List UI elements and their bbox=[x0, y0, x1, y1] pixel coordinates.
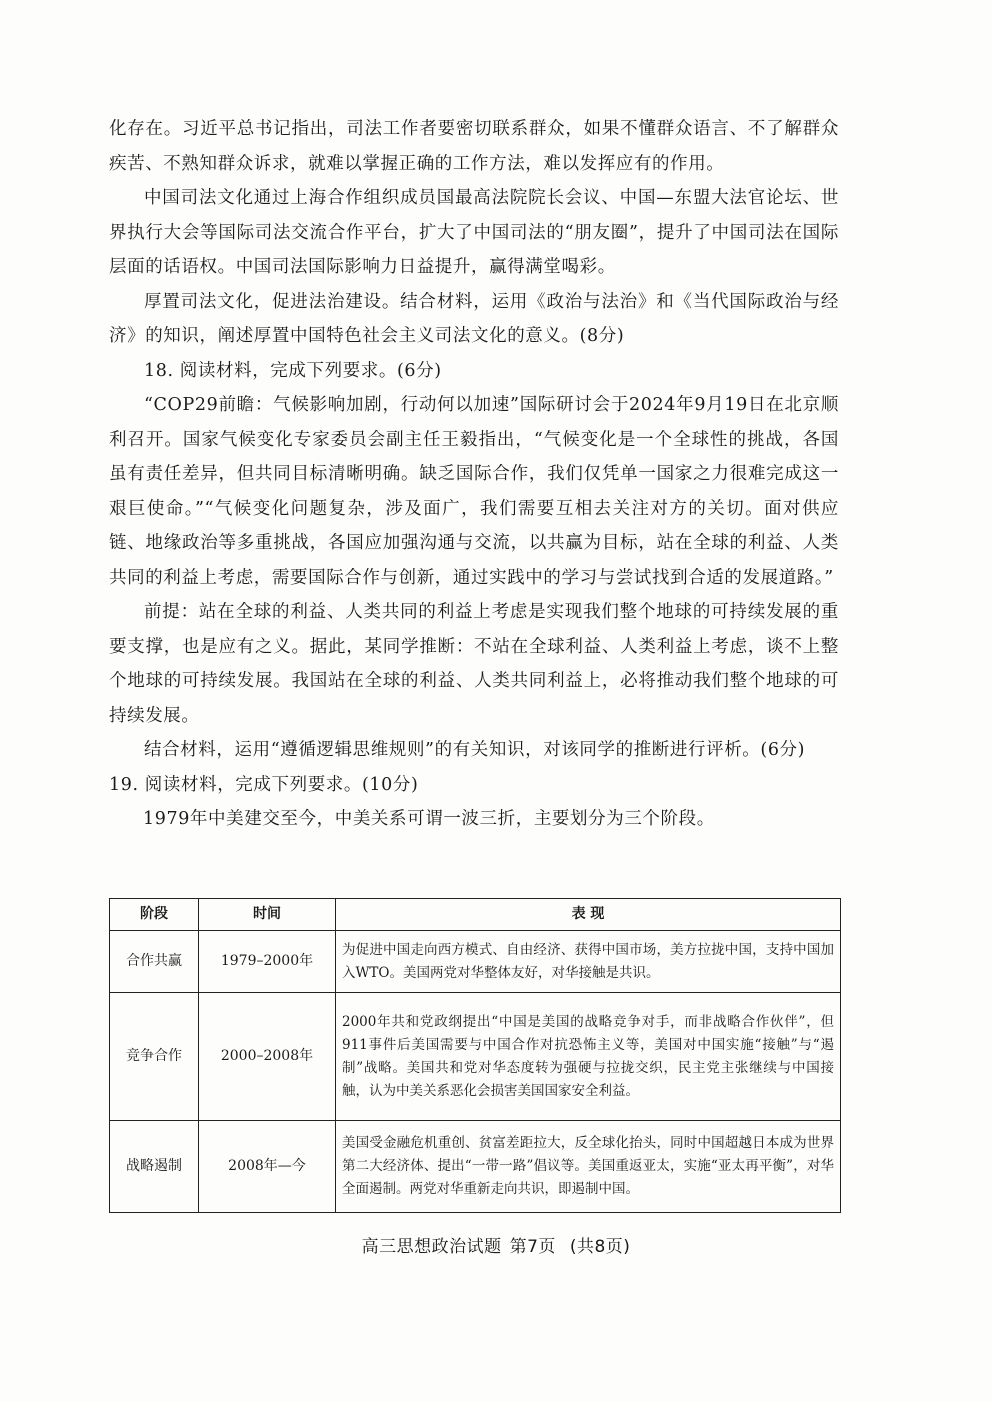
table-row bbox=[110, 1121, 841, 1213]
question-18-task: 结合材料，运用“遵循逻辑思维规则”的有关知识，对该同学的推断进行评析。(6分) bbox=[144, 740, 806, 760]
header-stage: 阶段 bbox=[110, 899, 199, 931]
stage-cell: 竞争合作 bbox=[110, 993, 199, 1121]
footer-title: 高三思想政治试题 bbox=[361, 1237, 502, 1257]
question-18-premise: 前提：站在全球的利益、人类共同的利益上考虑是实现我们整个地球的可持续发展的重要支撑，也是应有之义。据此，某同学推断：不站在全球利益、人类利益上考虑，谈不上整个地球的可持续发展。我国站在全球的利益、人类共同利益上，必将推动我们整个地球的可持续发展。 bbox=[109, 602, 839, 726]
stage-cell: 战略遏制 bbox=[110, 1121, 199, 1213]
table-row bbox=[110, 931, 841, 993]
period-cell: 1979–2000年 bbox=[199, 931, 336, 993]
sino-us-stages-table bbox=[109, 898, 841, 1213]
header-description: 表 现 bbox=[336, 899, 841, 931]
page-footer bbox=[0, 1232, 992, 1257]
question-18-heading: 18. 阅读材料，完成下列要求。(6分) bbox=[144, 360, 442, 381]
footer-page-number: 第7页 bbox=[509, 1237, 556, 1257]
footer-total-pages: (共8页) bbox=[569, 1237, 631, 1257]
header-period: 时间 bbox=[199, 899, 336, 931]
question-18-material: “COP29前瞻：气候影响加剧，行动何以加速”国际研讨会于2024年9月19日在北京顺利召开。国家气候变化专家委员会副主任王毅指出，“气候变化是一个全球性的挑战，各国虽有责任差异，但共同目标清晰明确。缺乏国际合作，我们仅凭单一国家之力很难完成这一艰巨使命。”“气候变化问题复杂，涉及面广，我们需要互相去关注对方的关切。面对供应链、地缘政治等多重挑战，各国应加强沟通与交流，以共赢为目标，站在全球的利益、人类共同的利益上考虑，需要国际合作与创新，通过实践中的学习与尝试找到合适的发展道路。” bbox=[109, 395, 839, 588]
period-cell: 2008年—今 bbox=[199, 1121, 336, 1213]
description-cell: 美国受金融危机重创、贫富差距拉大，反全球化抬头，同时中国超越日本成为世界第二大经济体、提出“一带一路”倡议等。美国重返亚太，实施“亚太再平衡”，对华全面遏制。两党对华重新走向共识，即遏制中国。 bbox=[336, 1121, 841, 1213]
table-row bbox=[110, 993, 841, 1121]
question-19-heading: 19. 阅读材料，完成下列要求。(10分) bbox=[109, 774, 419, 795]
description-cell: 2000年共和党政纲提出“中国是美国的战略竞争对手，而非战略合作伙伴”，但911事件后美国需要与中国合作对抗恐怖主义等，美国对中国实施“接触”与“遏制”战略。美国共和党对华态度转为强硬与拉拢交织，民主党主张继续与中国接触，认为中美关系恶化会损害美国国家安全利益。 bbox=[336, 993, 841, 1121]
paragraph-judicial-international: 中国司法文化通过上海合作组织成员国最高法院院长会议、中国—东盟大法官论坛、世界执行大会等国际司法交流合作平台，扩大了中国司法的“朋友圈”，提升了中国司法在国际层面的话语权。中国司法国际影响力日益提升，赢得满堂喝彩。 bbox=[109, 188, 839, 277]
period-cell: 2000–2008年 bbox=[199, 993, 336, 1121]
question-19-intro: 1979年中美建交至今，中美关系可谓一波三折，主要划分为三个阶段。 bbox=[143, 809, 715, 829]
paragraph-continuation: 化存在。习近平总书记指出，司法工作者要密切联系群众，如果不懂群众语言、不了解群众疾苦、不熟知群众诉求，就难以掌握正确的工作方法，难以发挥应有的作用。 bbox=[109, 119, 839, 174]
exam-body bbox=[109, 112, 839, 837]
table-header-row bbox=[110, 899, 841, 931]
description-cell: 为促进中国走向西方模式、自由经济、获得中国市场，美方拉拢中国，支持中国加入WTO。美国两党对华整体友好，对华接触是共识。 bbox=[336, 931, 841, 993]
stage-cell: 合作共赢 bbox=[110, 931, 199, 993]
question-17-task: 厚置司法文化，促进法治建设。结合材料，运用《政治与法治》和《当代国际政治与经济》的知识，阐述厚置中国特色社会主义司法文化的意义。(8分) bbox=[109, 291, 839, 346]
